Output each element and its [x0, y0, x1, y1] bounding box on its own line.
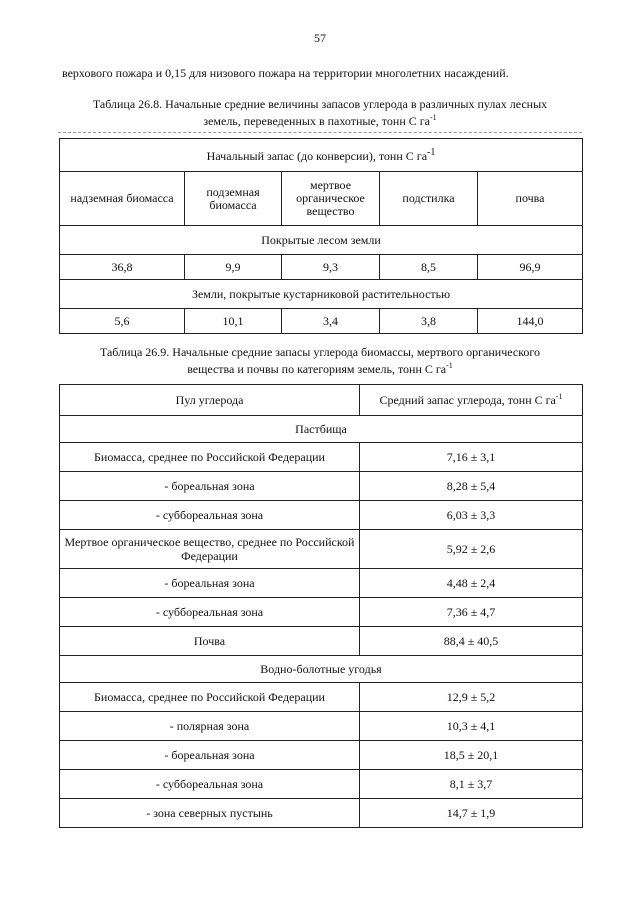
table1-col-header: мертвое органическое вещество [282, 172, 380, 226]
table1-col-header: подземная биомасса [185, 172, 282, 226]
table2-row-value: 5,92 ± 2,6 [360, 530, 583, 569]
table1-cell: 9,3 [282, 255, 380, 280]
table1-cell: 5,6 [60, 309, 185, 334]
table2-row-label: Биомасса, среднее по Российской Федерации [60, 683, 360, 712]
table2-col-header-pool: Пул углерода [60, 385, 360, 416]
table1-cell: 96,9 [478, 255, 583, 280]
table1-main-header [60, 139, 583, 172]
table1-caption [60, 97, 580, 128]
table1-cell: 10,1 [185, 309, 282, 334]
table1-cell: 36,8 [60, 255, 185, 280]
table2-caption [60, 345, 580, 376]
table1-section-title: Покрытые лесом земли [60, 226, 583, 255]
table2-row-value: 88,4 ± 40,5 [360, 627, 583, 656]
table2-row-value: 10,3 ± 4,1 [360, 712, 583, 741]
table2-row-value: 18,5 ± 20,1 [360, 741, 583, 770]
table1-cell: 3,4 [282, 309, 380, 334]
table2-row-label: - бореальная зона [60, 569, 360, 598]
intro-text: верхового пожара и 0,15 для низового пожара на территории многолетних насаждений. [62, 66, 509, 80]
table2-row-value: 8,28 ± 5,4 [360, 472, 583, 501]
table2-row-label: - суббореальная зона [60, 770, 360, 799]
table2-row-label: - бореальная зона [60, 741, 360, 770]
table2-col-header-sup: -1 [555, 392, 563, 401]
table2-section-title: Пастбища [60, 416, 583, 443]
table2-row-label: Почва [60, 627, 360, 656]
table2-caption-sup: -1 [446, 361, 453, 370]
table2-row-label: - бореальная зона [60, 472, 360, 501]
table2-section-title: Водно-болотные угодья [60, 656, 583, 683]
table-carbon-stocks-by-land-category [59, 384, 583, 828]
table2-row-value: 4,48 ± 2,4 [360, 569, 583, 598]
table2-row-value: 14,7 ± 1,9 [360, 799, 583, 828]
table2-row-label: - суббореальная зона [60, 501, 360, 530]
table2-row-label: Мертвое органическое вещество, среднее по Российской Федерации [60, 530, 360, 569]
scan-artifact-line [58, 132, 582, 133]
table-initial-carbon-stocks [59, 138, 583, 334]
table2-row-value: 8,1 ± 3,7 [360, 770, 583, 799]
table1-col-header: подстилка [380, 172, 478, 226]
table1-cell: 8,5 [380, 255, 478, 280]
table1-col-header: надземная биомасса [60, 172, 185, 226]
table2-row-label: - зона северных пустынь [60, 799, 360, 828]
table2-caption-line2: вещества и почвы по категориям земель, тонн С га [187, 362, 447, 376]
table2-col-header-value [360, 385, 583, 416]
table2-row-label: - полярная зона [60, 712, 360, 741]
table1-caption-sup: -1 [430, 113, 437, 122]
table1-main-header-text: Начальный запас (до конверсии), тонн С га [206, 148, 428, 163]
table2-row-label: - суббореальная зона [60, 598, 360, 627]
table1-main-header-sup: -1 [427, 146, 436, 158]
table2-caption-line1: Таблица 26.9. Начальные средние запасы углерода биомассы, мертвого органического [99, 345, 541, 359]
table2-col-header-value-text: Средний запас углерода, тонн С га [379, 393, 556, 407]
table2-row-value: 7,16 ± 3,1 [360, 443, 583, 472]
table2-row-value: 7,36 ± 4,7 [360, 598, 583, 627]
table2-row-value: 6,03 ± 3,3 [360, 501, 583, 530]
table1-cell: 9,9 [185, 255, 282, 280]
table2-row-value: 12,9 ± 5,2 [360, 683, 583, 712]
table1-cell: 144,0 [478, 309, 583, 334]
table1-caption-line2: земель, переведенных в пахотные, тонн С га [203, 114, 430, 128]
table2-row-label: Биомасса, среднее по Российской Федерации [60, 443, 360, 472]
table1-caption-line1: Таблица 26.8. Начальные средние величины запасов углерода в различных пулах лесных [92, 97, 548, 111]
table1-section-title: Земли, покрытые кустарниковой растительностью [60, 280, 583, 309]
table1-cell: 3,8 [380, 309, 478, 334]
table1-col-header: почва [478, 172, 583, 226]
page-number: 57 [314, 31, 326, 45]
